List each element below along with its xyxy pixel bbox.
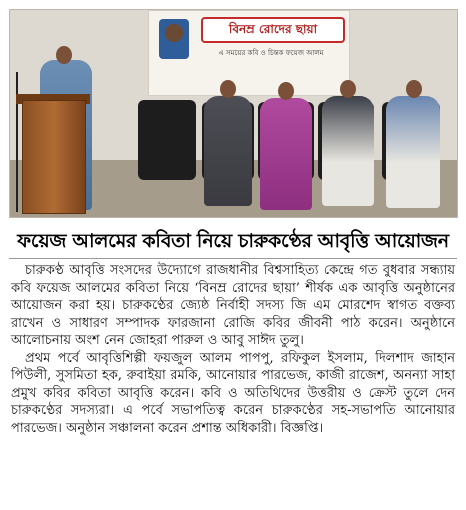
paragraph-1: চারুকণ্ঠ আবৃত্তি সংসদের উদ্যোগে রাজধানীর বিশ্বসাহিত্য কেন্দ্রে গত বুধবার সন্ধ্যায় কবি ফয়েজ আলমের কবিতা নিয়ে ‘বিনম্র রোদের ছায়া’ শীর্ষক এক আবৃত্তি অনুষ্ঠানের আয়োজন করা হয়। চারুকণ্ঠের জ্যেষ্ঠ নির্বাহী সদস্য জি এম মোরশেদ স্বাগত বক্তব্য রাখেন ও সাধারণ সম্পাদক ফারজানা রোজি কবির জীবনী পাঠ করেন। অনুষ্ঠানে আলোচনায় অংশ নেন জোহরা পারুল ও আবু সাঈদ তুলু। — [11, 263, 455, 348]
news-photo — [9, 9, 458, 218]
guest-2-head — [340, 80, 356, 98]
poet-portrait — [159, 19, 189, 59]
headline-divider — [9, 258, 457, 259]
speaker-head — [56, 46, 72, 64]
banner-subtitle: এ সময়ের কবি ও চিন্তক ফয়েজ আলম — [218, 49, 324, 57]
article-body — [11, 262, 455, 437]
event-banner — [148, 10, 350, 96]
banner-title: বিনম্র রোদের ছায়া — [201, 17, 345, 43]
guest-1-head — [220, 80, 236, 98]
guest-3-head — [406, 80, 422, 98]
guest-man-3 — [386, 96, 440, 208]
guest-woman-head — [278, 82, 294, 100]
guest-man-2 — [322, 96, 374, 206]
article-headline: ফয়েজ আলমের কবিতা নিয়ে চারুকণ্ঠের আবৃত্তি আয়োজন — [17, 230, 449, 252]
paragraph-2: প্রথম পর্বে আবৃত্তিশিল্পী ফয়জুল আলম পাপপু, রফিকুল ইসলাম, দিলশাদ জাহান পিউলী, সুসমিতা হক, রুবাইয়া রমকি, আনোয়ার পারভেজ, কাজী রাজেশ, অনন্যা সাহা প্রমুখ কবির কবিতা আবৃত্তি করেন। কবি ও অতিথিদের উত্তরীয় ও ক্রেস্ট তুলে দেন চারুকণ্ঠের সদস্যরা। এ পর্বে সভাপতিত্ব করেন চারুকণ্ঠের সহ-সভাপতি আনোয়ার পারভেজ। অনুষ্ঠান সঞ্চালনা করেন প্রশান্ত অধিকারী। বিজ্ঞপ্তি। — [11, 350, 455, 436]
empty-chair — [138, 100, 196, 180]
microphone-stand — [16, 72, 18, 212]
guest-woman — [260, 98, 312, 210]
lectern — [22, 100, 86, 214]
guest-man-1 — [204, 96, 252, 206]
